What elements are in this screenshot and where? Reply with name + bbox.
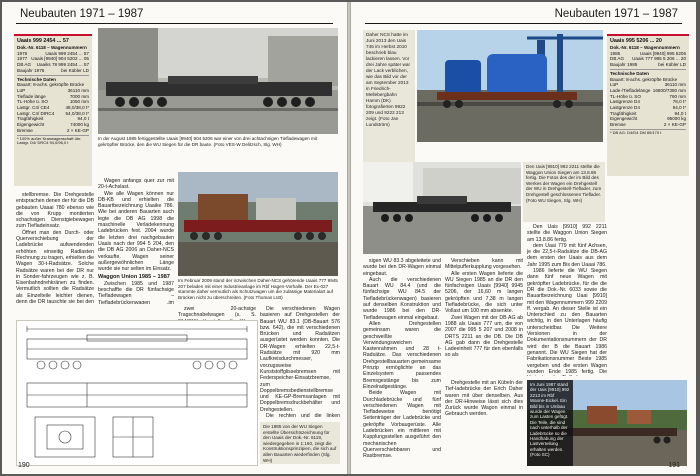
right-spec-row: LüP 36110 mm — [610, 82, 686, 88]
left-photo-wagon-bw-caption: In der August 1985 fertiggestellte Uaais [9940] 904 5206 war einer von drei achtachsigen Tiefladewagen mit gekröpfter Brücke, den die WU Siegen für die DR baute. (Foto VES-W Delitzsch, Slg. WH) — [98, 136, 318, 147]
right-spec-row: Lade-/Tiefladelänge 16800/7380 mm — [610, 87, 686, 93]
right-spec-row: Lastgrenze D4 78,0 t* — [610, 99, 686, 105]
left-text-column-2: Wagen anfangs quer zur mit 20-t-Achslast. Wie alle Wagen können nur DB-KB und erhielten die Bauartbezeichnung Uaaike 786. Wie bei anderen Bauarten auch legte die DB AG 1998 die maschinelle Verladekennung Ladebrücken fest. 2004 wurde die letzten drei nachgebauten Uaais nach der 994 5 204, den die DB AG 2006 an Daher-NCS verkaufte. Wagen seiner außergewöhnlichen Länge wurde sie nur selten im Einsatz. Waggon Union 1985 – 1987 Zwischen 1985 und 1987 beschaffte die DR fünfachsige Tiefladewagen – Tiefladebrückenwagen „im — [98, 178, 174, 304]
left-spec-row: Tieflade länge 7000 mm — [17, 93, 89, 99]
left-text-column-3: zwei 20-achsige Tragschnabelwagen (s. S. — [178, 306, 256, 319]
right-spec-row: Bremse 2 × KE-GP — [610, 122, 686, 128]
left-number-row: DB AG Uaaiks 78 999 2454 ... 57 — [17, 62, 89, 68]
left-number-row: Baujahr 1976 bei Kübler LD — [17, 67, 89, 73]
left-data-box-kind: Dok.-Nr. 6118 – Wagennummern — [17, 45, 87, 50]
left-spec-row: Lastgr. C4/ CE4 48,0/38,0 t* — [17, 105, 89, 111]
left-data-box — [14, 34, 92, 186]
left-number-row: 1977 Uaais [9940] 904 5202 ... 05 — [17, 56, 89, 62]
right-spec-row: Tragfähigkeit 94,0 t — [610, 110, 686, 116]
left-page — [2, 2, 347, 474]
right-photo-station-caption: Im Juni 1987 stand der Uais [9910] 992 2213 im Rbf Wanne-Eickel. Ein Bild bis in Umbau wurde der Wagen zum Lasten gefügt. Die Teile, die sind nach unterhalb der Ladebrücke so die Handhabung der Lastverteilung erhalten werden. (Foto SC) — [527, 380, 573, 466]
left-tech-title: Technische Daten — [17, 76, 56, 82]
left-page-number: 190 — [18, 462, 30, 469]
left-running-header: Neubauten 1971 – 1987 — [20, 8, 144, 20]
right-photo-top-caption: Daher NCS hatte im Juni 2013 den Uais 746 im Herbst 2010 beschrieb blau lackieren lassen. Vor drei Jahre später war der Lack verblichen, wie das Bild vor der am September 2013 in Friedrich-Mellebergbahn Hamm (DK) fotografierten 9922 209 und 9222 213 zeigt. (Foto Jan Lundström) — [363, 30, 415, 168]
right-text-column-3: Den Uais [9910] 992 2211 stellte die Waggon Union Siegen am 13.8.86 fertig. dem Uaai 779 mit fünf Achsen, je die 22,5-t-Radsätze die DB-AG dem ersten der Uaais aus dem Jahr 1995 zum Bis den Uaaai 786. 1986 lieferte die WU Siegen dann fünf neue Wagen mit gekröpfter Ladebrücke, für die die DR die Dok.-Nr. 6033 sowie die Bauartbezeichnung Uaai [9910] mit den Wagennummern 999 2209 ff. vergab. An dieser Stelle ist ein Unterschied zu den Bauarten wichtig, in den Unterlagen häufig unterscheidbar. Die Weitere Versionen in der Dokumentationsnummern der DR wird der B die Bauart 1986 genannt. Die WU Siegen hat der Fabrikationsnummer Beste 1985 vergeben und die ersten Wagen wurden Ende 1985 fertig. Die — [527, 224, 607, 375]
right-text-column-1: sigen WU 83.3 abgeleitete und wurde bei den DR-Wagen einmal eingebaut. Auch die verschiedenen Bauart WU 84.4 (und die fünfachsige WU 84.5 der Tiefladebrückenwagen) basieren auf denselben Konstruktion und wurde 1986 bei den DR-Tiefladewagen einmal eingebaut. Allen Drehgestellen gemeinsam waren die geschweißte Verwindungsweichen Kastenrahmen und 28 t-Radsätze. Das verschiedenen Drehgestellbauarten gemeinsame Prinzip ermöglichte an das Einzelsystem passendes Bremsgestänge bis zum Einzelradgestänge. Beide Wagen mit Durchladebrücke und fünf verschiedenen Wagen mit Tiefladeweise benötigt Seitenträger der Ladebrücke und gekröpfte Vorbaugerüste. Alle Ladebrücken ein mittleren mit Kupplungsstellen ausgeführt den mechanischen Querverschiebbaren und Rastbremse. — [363, 258, 441, 460]
section-subheading: Waggon Union 1985 – 1987 — [98, 274, 170, 281]
left-drawing-caption: Die 1985 von der WU Siegen erstellte Übersichtszeichnung für den Uaais der Dok.-Nr. 6119, wiedergegeben in 1:160, zeigt die Konstruktionsprinzipien, die sich auf allen Bauarten wiederfinden (Slg. WH) — [260, 422, 340, 464]
left-bauart: Bauart: 8-achs. gekröpfte Brücke — [17, 82, 85, 88]
right-running-header: Neubauten 1971 – 1987 — [554, 8, 678, 20]
left-header-rule — [16, 23, 333, 24]
right-photo-factory-caption: Den Uais [9910] 992 2211 stellte die Waggon Union Siegen am 13.8.86 fertig. Die Fotos des der im Bild des Werkes der Wagen ein Drehgestell der WU in Drehgestell-Tieflader, zum Drehgestell geschlossenen Tieflader. (Foto WU Siegen, Slg. WH) — [523, 162, 605, 222]
right-number-row: 1985 Uaais [9940] 995 5206 — [610, 50, 686, 56]
left-text-column-4: Die verschiedenen Wagen basieren auf Drehgestellen der Bauart WU 83.1 (DB-Bauart 576 bzw. 642), die mit verschiedenen Brücken und Radsätzen ausgerüstet werden konnten. Die DR-Wagen erhielten 22,5-t-Radsätze mit 920 mm Laufkreisdurchmesser, vorzugsweise Kunststoffglissebremsen mit Federspeicher-Einsatzbremse, zum Doppelbremsbedienstellbremse und KE-GP-Bremsanlagen mit Doppelbremsdruckbehälter und Drehgestellen. Die rechten und die linken — [260, 306, 340, 418]
right-number-row: DB AG Uaais 777 995 5 206 ... 20 — [610, 56, 686, 62]
left-photo-wagon-color-caption: Im Februar 2009 stand der inzwischen Daher-NCS gehörende Uaais 777 9945 207 beladen mit einer Industrieanlage im Rbf Hagen-Vorhalle. Der Ex-027 stammte daher vermutlich als Schutzwagen um die zulässige Materialart auf Brücken nicht zu überschreiten. (Foto Thomas Lütt) — [178, 278, 338, 300]
left-data-box-title: Uaais 999 2454 ... 57 — [17, 38, 69, 44]
right-data-box — [607, 34, 689, 176]
right-photo-factory-wagon — [363, 162, 521, 254]
right-bauart: Bauart: 8-achs. gekröpfte Brücke — [610, 76, 678, 82]
right-header-rule — [365, 23, 682, 24]
right-spec-row: Lastgrenze D4 94,0 t* — [610, 105, 686, 111]
left-number-row: 1976 Uaais 999 2454 ... 57 — [17, 50, 89, 56]
left-spec-row: Lastgr. C4/ DIRC4 54,0/38,0 t* — [17, 110, 89, 116]
right-number-row: Baujahr 1985 bei Kübler LD — [610, 62, 686, 68]
right-page — [351, 2, 696, 474]
left-spec-row: Tragfähigkeit 94,0 t — [17, 116, 89, 122]
left-technical-drawing — [16, 320, 258, 466]
right-tech-title: Technische Daten — [610, 70, 649, 76]
left-data-box-footnote: * 100% außer Kranwagenschaft übr. Lastgr. D4/ DRC4 94,0/96,0 t — [17, 135, 82, 146]
right-data-box-title: Uaais 995 5206 ... 20 — [610, 38, 662, 44]
right-photo-blue-wagon — [417, 30, 603, 142]
right-spec-row: TL-Höhe ü. SO 760 mm — [610, 93, 686, 99]
left-photo-wagon-color — [178, 172, 338, 276]
right-spec-row: Eigengewicht 95000 kg — [610, 116, 686, 122]
right-page-number: 191 — [668, 462, 680, 469]
right-text-column-2: Verschieben kann mit Mittelpufferkupplung vorgesehen. Alle ersten Wagen lieferte die WU Siegen 1985 an die DR den fünfachsigen Uaais [9940] 9945 5206, der 16,60 m langen gekröpften und 7,38 m langen Tiefladebrücke, die sich unter Vollast um 100 mm absenkte. Zwei Wagen mit der DB AG ab 1988 als Uaais 777 um, die von 2007 die 995 5 207 und 2008 in DRTS 2211 an die DB. Die DB AG gab dann die Drehgestelle Ladeeinheit 777 für den ebenfalls so als — [445, 258, 523, 359]
right-text-column-2b: Drehgestelle mit an Kübeln der Tief-ladebrücke der Erich Daher waren mit über denselben. Aus der DR-Hinweise lässt sich dies Zurück wurde Wagon einmal in Gebrauch werden. — [445, 380, 523, 418]
left-spec-row: Eigengewicht 74000 kg — [17, 122, 89, 128]
right-data-box-kind: Dok.-Nr. 6118 – Wagennummern — [610, 45, 680, 50]
left-spec-row: Bremse 2 × KE-GP — [17, 127, 89, 133]
left-spec-row: LüP 36110 mm — [17, 87, 89, 93]
left-photo-wagon-bw — [98, 28, 338, 134]
left-spec-row: TL-Höhe ü. SO 1050 mm — [17, 99, 89, 105]
left-text-column-1: stellbremse. Die Drehgestelle entsprachen denen der für die DB gebauten Uaaai 780 ebenso wie die von Krupp montierten schachsigen Dienstgiebewagen zum Tiefladeinsatz. Öffnet man den Durch- oder Querverschiebung der Ladebrücke aufwendenden erhöhten einseitig Radlasten Rechnung zu tragen, erhielten die Wagen 30-t-Radsätze. Solche Radsätze waren bei der DR nur in Sonder-fahrzeugen wie z. B. Eisenbahndrehkränen zu finden. Vermutlich sollten die Radsätze als Einzelteile leichter dienen, denn die DR tauschte sie bei den — [16, 192, 94, 304]
right-photo-station-wagon — [527, 380, 687, 466]
right-data-box-footnote: * DB AG: D4/D4 DM 85/170 t — [610, 129, 662, 135]
